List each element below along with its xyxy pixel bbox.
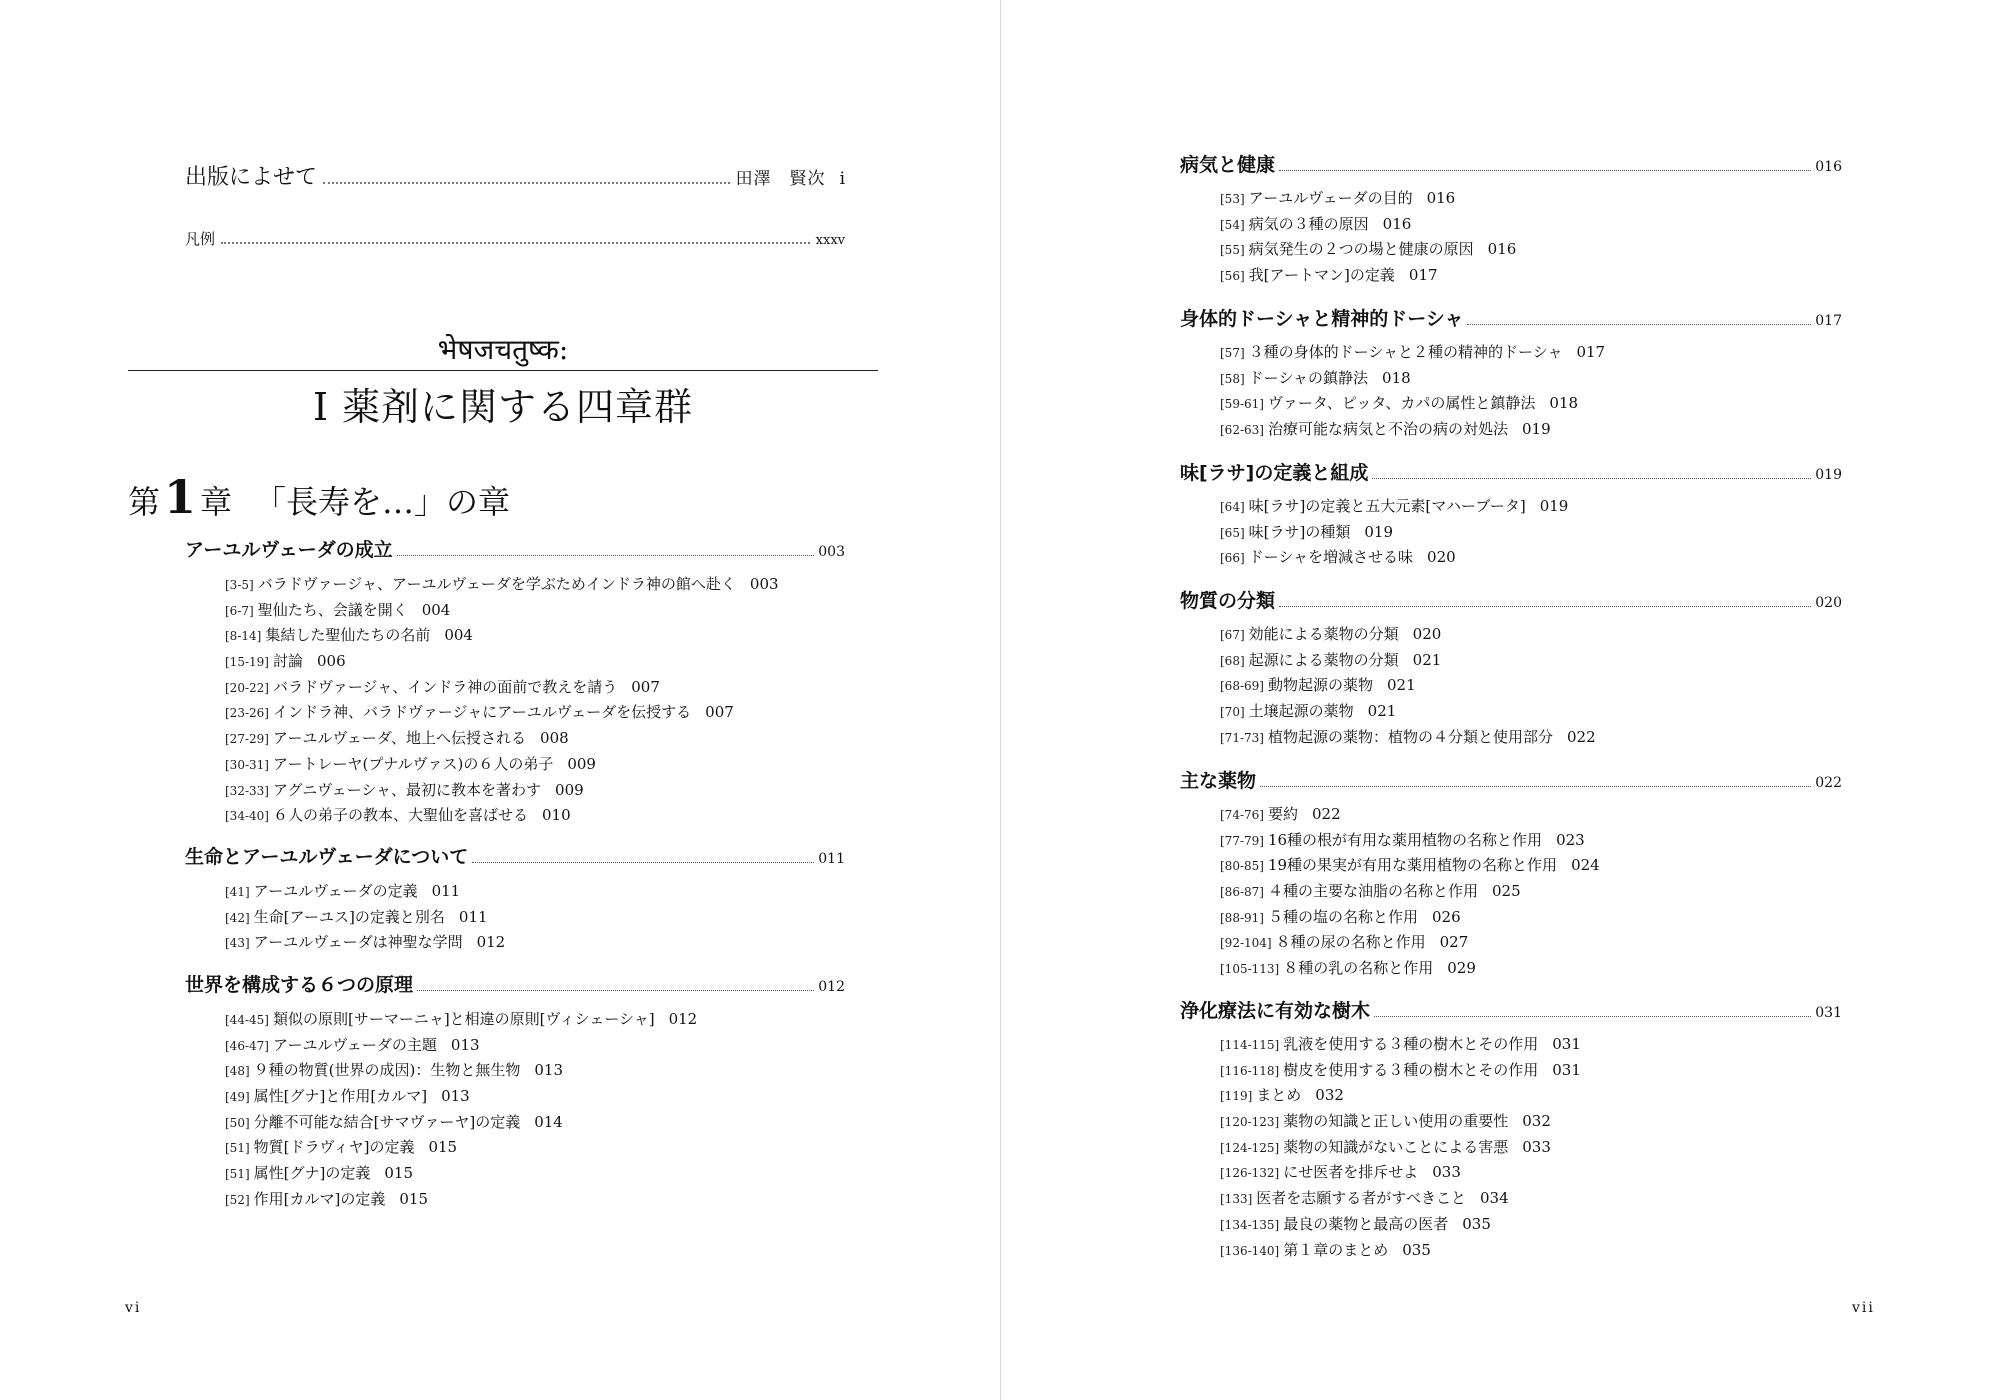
section-page: 003 [818,544,845,560]
entry-ref: [59-61] [1220,397,1264,412]
toc-entry[interactable] [225,1058,697,1084]
notes-title: 凡例 [185,230,216,248]
entry-page: 017 [1408,266,1438,285]
preface-page: i [839,169,845,189]
section-page: 017 [1815,313,1842,329]
entry-ref: [44-45] [225,1013,269,1027]
entry-title: 医者を志願する者がすべきこと [1256,1189,1466,1208]
toc-entry[interactable] [225,1110,697,1136]
entry-ref: [8-14] [225,629,262,644]
entry-title: ８種の尿の名称と作用 [1275,933,1426,952]
leader-dots [1279,170,1811,171]
entry-ref: [3-5] [225,578,254,592]
entry-ref: [64] [1220,500,1245,514]
entry-title: インドラ神、バラドヴァージャにアーユルヴェーダを伝授する [272,703,692,722]
section-title: 主な薬物 [1180,770,1257,792]
toc-entry-list [1220,340,1605,443]
entry-page: 015 [428,1138,458,1157]
entry-title: 要約 [1267,805,1298,823]
entry-page: 019 [1364,522,1393,541]
leader-dots [1372,478,1811,479]
entry-ref: [52] [225,1192,250,1207]
entry-ref: [114-115] [1220,1038,1280,1052]
part-title: Ⅰ 薬剤に関する四章群 [312,385,694,429]
entry-page: 013 [450,1035,480,1054]
entry-page: 006 [316,652,346,671]
toc-entry[interactable] [225,1084,697,1110]
leader-dots [417,990,814,991]
entry-ref: [54] [1220,217,1245,232]
entry-ref: [56] [1220,269,1245,284]
entry-ref: [126-132] [1220,1166,1280,1181]
entry-page: 025 [1491,882,1521,901]
preface-title: 出版によせて [185,165,318,190]
entry-title: ３種の身体的ドーシャと２種の精神的ドーシャ [1248,343,1563,361]
section-title: アーユルヴェーダの成立 [185,539,393,561]
entry-ref: [42] [225,910,250,925]
entry-page: 029 [1447,959,1476,978]
toc-entry[interactable] [1220,1238,1581,1264]
entry-ref: [67] [1220,628,1245,642]
entry-ref: [68] [1220,653,1245,668]
toc-entry[interactable] [1220,1058,1581,1084]
entry-title: にせ医者を排斥せよ [1283,1163,1419,1182]
entry-ref: [48] [225,1064,250,1079]
toc-entry[interactable] [1220,673,1596,699]
entry-ref: [133] [1220,1192,1253,1207]
section-title: 生命とアーユルヴェーダについて [185,846,469,868]
entry-title: 19種の果実が有用な薬用植物の名称と作用 [1267,856,1558,875]
entry-title: バラドヴァージャ、インドラ神の面前で教えを請う [272,677,618,696]
part-divider [128,370,878,371]
toc-entry[interactable] [225,623,779,649]
entry-page: 017 [1576,343,1606,361]
entry-ref: [88-91] [1220,910,1264,925]
entry-ref: [134-135] [1220,1217,1280,1232]
entry-page: 023 [1556,830,1585,849]
toc-entry-list [1220,186,1516,289]
entry-ref: [27-29] [225,732,269,747]
toc-entry[interactable] [1220,1032,1581,1058]
entry-ref: [68-69] [1220,679,1264,694]
toc-entry-list [225,1007,697,1213]
entry-title: アーユルヴェーダの定義 [253,882,418,900]
toc-entry[interactable] [225,803,779,829]
section-page: 020 [1815,595,1842,611]
toc-entry-list [1220,802,1600,982]
toc-entry[interactable] [1220,340,1605,366]
entry-title: 乳液を使用する３種の樹木とその作用 [1283,1035,1539,1053]
toc-entry[interactable] [1220,417,1605,443]
entry-page: 004 [421,600,451,619]
entry-ref: [23-26] [225,706,269,721]
chapter-title: 「長寿を…」の章 [254,483,511,521]
leader-dots [1260,786,1811,787]
toc-entry-list [1220,1032,1581,1263]
entry-title: 我[アートマン]の定義 [1248,266,1395,285]
entry-title: アグニヴェーシャ、最初に教本を著わす [272,780,542,799]
entry-title: ９種の物質(世界の成因)：生物と無生物 [253,1061,521,1080]
section-page: 011 [818,851,845,867]
entry-page: 022 [1566,727,1596,746]
section-page: 016 [1815,159,1842,175]
entry-ref: [34-40] [225,809,269,824]
leader-dots [1374,1016,1811,1017]
toc-entry[interactable] [1220,725,1596,751]
toc-entry[interactable] [1220,1160,1581,1186]
entry-ref: [62-63] [1220,423,1264,438]
section-title: 物質の分類 [1180,590,1276,612]
entry-title: ４種の主要な油脂の名称と作用 [1267,882,1478,901]
leader-dots [323,182,730,184]
entry-page: 015 [384,1164,413,1183]
toc-section[interactable] [1180,458,1842,485]
entry-page: 031 [1552,1035,1581,1053]
entry-ref: [30-31] [225,757,269,772]
toc-section[interactable] [1180,150,1842,177]
entry-page: 022 [1311,805,1341,823]
entry-page: 032 [1315,1086,1344,1105]
entry-ref: [20-22] [225,680,269,695]
toc-entry[interactable] [1220,545,1568,571]
entry-title: 植物起源の薬物：植物の４分類と使用部分 [1267,727,1553,746]
entry-ref: [92-104] [1220,936,1272,951]
entry-title: アーユルヴェーダの主題 [272,1035,437,1054]
toc-entry[interactable] [1220,1083,1581,1109]
entry-title: アーユルヴェーダは神聖な学問 [253,933,463,952]
toc-entry[interactable] [1220,956,1600,982]
entry-ref: [53] [1220,192,1245,206]
toc-entry[interactable] [225,778,779,804]
toc-entry-list [225,572,779,829]
toc-section[interactable] [1180,304,1842,331]
entry-title: 類似の原則[サーマーニャ]と相違の原則[ヴィシェーシャ] [272,1010,655,1028]
entry-page: 033 [1432,1163,1461,1182]
entry-ref: [71-73] [1220,730,1264,745]
toc-section[interactable] [1180,996,1842,1023]
toc-entry[interactable] [1220,648,1596,674]
entry-page: 033 [1522,1137,1551,1156]
entry-page: 020 [1427,548,1456,567]
entry-ref: [41] [225,885,250,899]
entry-page: 016 [1382,214,1412,233]
toc-entry[interactable] [225,1033,697,1059]
entry-page: 007 [705,703,734,722]
section-title: 身体的ドーシャと精神的ドーシャ [1180,308,1464,330]
entry-title: 効能による薬物の分類 [1248,625,1399,643]
entry-ref: [49] [225,1090,250,1105]
entry-title: 討論 [272,652,303,671]
entry-ref: [46-47] [225,1038,269,1053]
entry-ref: [86-87] [1220,885,1264,900]
entry-page: 009 [567,754,596,773]
section-page: 031 [1815,1005,1842,1021]
entry-title: アーユルヴェーダ、地上へ伝授される [272,729,527,748]
entry-ref: [80-85] [1220,859,1264,874]
toc-entry[interactable] [225,1187,697,1213]
section-page: 019 [1815,467,1842,483]
toc-entry[interactable] [1220,802,1600,828]
entry-page: 035 [1402,1240,1431,1259]
preface-author: 田澤 賢次 [735,169,826,189]
leader-dots [1467,324,1811,325]
entry-page: 010 [541,806,571,825]
entry-page: 016 [1426,189,1456,207]
section-title: 味[ラサ]の定義と組成 [1180,462,1369,484]
section-title: 病気と健康 [1180,154,1276,176]
toc-entry[interactable] [1220,212,1516,238]
entry-page: 013 [534,1061,563,1080]
chapter-prefix: 第 [128,483,161,521]
entry-ref: [105-113] [1220,962,1280,977]
entry-page: 019 [1521,420,1551,439]
entry-title: ５種の塩の名称と作用 [1267,907,1418,926]
toc-entry[interactable] [225,700,779,726]
entry-ref: [65] [1220,525,1245,540]
entry-ref: [6-7] [225,603,254,618]
entry-title: 集結した聖仙たちの名前 [265,626,431,645]
toc-entry[interactable] [1220,828,1600,854]
section-title: 世界を構成する６つの原理 [185,974,414,996]
toc-entry[interactable] [1220,905,1600,931]
section-page: 012 [818,979,845,995]
entry-title: 味[ラサ]の定義と五大元素[マハーブータ] [1248,497,1526,515]
toc-entry[interactable] [225,879,505,905]
entry-title: 病気発生の２つの場と健康の原因 [1248,240,1474,259]
entry-page: 021 [1386,676,1416,695]
entry-page: 031 [1552,1060,1581,1079]
toc-entry[interactable] [1220,366,1605,392]
chapter-number: 1 [164,470,197,524]
toc-entry[interactable] [1220,699,1596,725]
toc-entry[interactable] [225,572,779,598]
entry-title: 聖仙たち、会議を開く [257,600,408,619]
entry-page: 008 [540,729,569,748]
entry-page: 035 [1462,1214,1491,1233]
entry-title: 樹皮を使用する３種の樹木とその作用 [1283,1060,1539,1079]
entry-title: アーユルヴェーダの目的 [1248,189,1413,207]
entry-title: 味[ラサ]の種類 [1248,522,1351,541]
leader-dots [472,862,814,863]
entry-title: 薬物の知識と正しい使用の重要性 [1283,1112,1509,1131]
toc-preface-line[interactable] [185,160,845,191]
entry-page: 018 [1549,394,1579,413]
entry-page: 014 [534,1112,563,1131]
entry-ref: [15-19] [225,655,269,670]
section-page: 022 [1815,775,1842,791]
toc-entry[interactable] [225,1161,697,1187]
entry-page: 026 [1431,907,1461,926]
toc-entry[interactable] [1220,879,1600,905]
entry-ref: [66] [1220,551,1245,566]
toc-entry[interactable] [1220,853,1600,879]
entry-title: 物質[ドラヴィヤ]の定義 [253,1138,415,1157]
leader-dots [221,242,810,244]
toc-section[interactable] [1180,766,1842,793]
entry-title: 病気の３種の原因 [1248,214,1369,233]
toc-entry[interactable] [225,726,779,752]
entry-page: 019 [1539,497,1569,515]
toc-entry[interactable] [1220,930,1600,956]
entry-page: 011 [458,907,488,926]
toc-entry[interactable] [1220,520,1568,546]
entry-title: 属性[グナ]の定義 [253,1164,371,1183]
folio-right: vii [1852,1300,1875,1316]
entry-ref: [51] [225,1141,250,1156]
entry-title: まとめ [1256,1086,1302,1105]
entry-page: 034 [1479,1189,1509,1208]
part-sanskrit-title: भेषजचतुष्क: [437,333,569,366]
toc-entry[interactable] [1220,494,1568,520]
entry-page: 027 [1439,933,1469,952]
toc-notes-line[interactable] [185,228,845,250]
entry-page: 013 [441,1087,470,1106]
toc-entry[interactable] [225,1007,697,1033]
entry-title: ８種の乳の名称と作用 [1283,959,1434,978]
entry-page: 021 [1412,650,1442,669]
entry-page: 020 [1412,625,1442,643]
entry-title: 第１章のまとめ [1283,1240,1389,1259]
entry-page: 015 [399,1189,428,1208]
chapter-heading [128,470,510,524]
entry-ref: [74-76] [1220,808,1264,822]
entry-title: 治療可能な病気と不治の病の対処法 [1267,420,1508,439]
toc-entry[interactable] [1220,1109,1581,1135]
entry-page: 024 [1571,856,1600,875]
entry-title: ヴァータ、ピッタ、カパの属性と鎮静法 [1267,394,1536,413]
entry-page: 021 [1367,702,1397,721]
toc-entry[interactable] [1220,1135,1581,1161]
toc-entry[interactable] [225,752,779,778]
entry-title: 分離不可能な結合[サマヴァーヤ]の定義 [253,1112,521,1131]
toc-entry-list [225,879,505,956]
toc-entry[interactable] [1220,1212,1581,1238]
entry-title: アートレーヤ(プナルヴァス)の６人の弟子 [272,754,554,773]
entry-page: 009 [555,780,584,799]
toc-entry[interactable] [225,930,505,956]
toc-entry[interactable] [225,598,779,624]
entry-title: 生命[アーユス]の定義と別名 [253,907,445,926]
entry-page: 012 [668,1010,698,1028]
toc-entry[interactable] [225,1135,697,1161]
toc-entry-list [1220,494,1568,571]
entry-ref: [43] [225,936,250,951]
toc-entry[interactable] [1220,622,1596,648]
toc-entry[interactable] [1220,186,1516,212]
chapter-suffix: 章 [200,483,233,521]
notes-page: xxxv [815,233,845,248]
leader-dots [397,555,815,556]
entry-ref: [32-33] [225,783,269,798]
leader-dots [1279,606,1811,607]
entry-title: 土壌起源の薬物 [1248,702,1354,721]
toc-section[interactable] [1180,586,1842,613]
entry-title: 薬物の知識がないことによる害悪 [1283,1137,1509,1156]
folio-left: vi [125,1300,142,1316]
entry-page: 018 [1382,368,1411,387]
entry-ref: [119] [1220,1089,1253,1104]
entry-title: バラドヴァージャ、アーユルヴェーダを学ぶためインドラ神の館へ赴く [257,575,736,593]
entry-title: 16種の根が有用な薬用植物の名称と作用 [1267,830,1543,849]
entry-page: 012 [476,933,506,952]
entry-title: 最良の薬物と最高の医者 [1283,1214,1449,1233]
toc-entry[interactable] [1220,237,1516,263]
toc-entry[interactable] [1220,391,1605,417]
entry-ref: [50] [225,1115,250,1130]
entry-page: 011 [431,882,461,900]
entry-title: 属性[グナ]と作用[カルマ] [253,1087,428,1106]
toc-entry[interactable] [225,649,779,675]
entry-ref: [57] [1220,346,1245,360]
right-page [1000,0,2000,1400]
entry-ref: [70] [1220,705,1245,720]
entry-title: ドーシャの鎮静法 [1248,368,1369,387]
entry-ref: [120-123] [1220,1115,1280,1130]
toc-entry[interactable] [1220,1186,1581,1212]
entry-title: ドーシャを増減させる味 [1248,548,1414,567]
entry-ref: [124-125] [1220,1140,1280,1155]
entry-title: ６人の弟子の教本、大聖仙を喜ばせる [272,806,528,825]
entry-page: 003 [749,575,779,593]
entry-ref: [136-140] [1220,1243,1280,1258]
entry-ref: [116-118] [1220,1063,1280,1078]
entry-ref: [58] [1220,371,1245,386]
toc-section[interactable] [185,842,845,869]
entry-page: 032 [1522,1112,1551,1131]
entry-page: 016 [1487,240,1517,259]
entry-page: 004 [444,626,473,645]
entry-title: 作用[カルマ]の定義 [253,1189,386,1208]
entry-ref: [51] [225,1167,250,1182]
entry-title: 動物起源の薬物 [1267,676,1373,695]
section-title: 浄化療法に有効な樹木 [1180,1000,1371,1022]
toc-section[interactable] [185,970,845,997]
toc-entry[interactable] [225,905,505,931]
toc-entry[interactable] [225,675,779,701]
toc-entry[interactable] [1220,263,1516,289]
entry-title: 起源による薬物の分類 [1248,650,1399,669]
toc-section[interactable] [185,535,845,562]
entry-ref: [55] [1220,243,1245,258]
toc-entry-list [1220,622,1596,750]
entry-page: 007 [631,677,660,696]
entry-ref: [77-79] [1220,833,1264,848]
